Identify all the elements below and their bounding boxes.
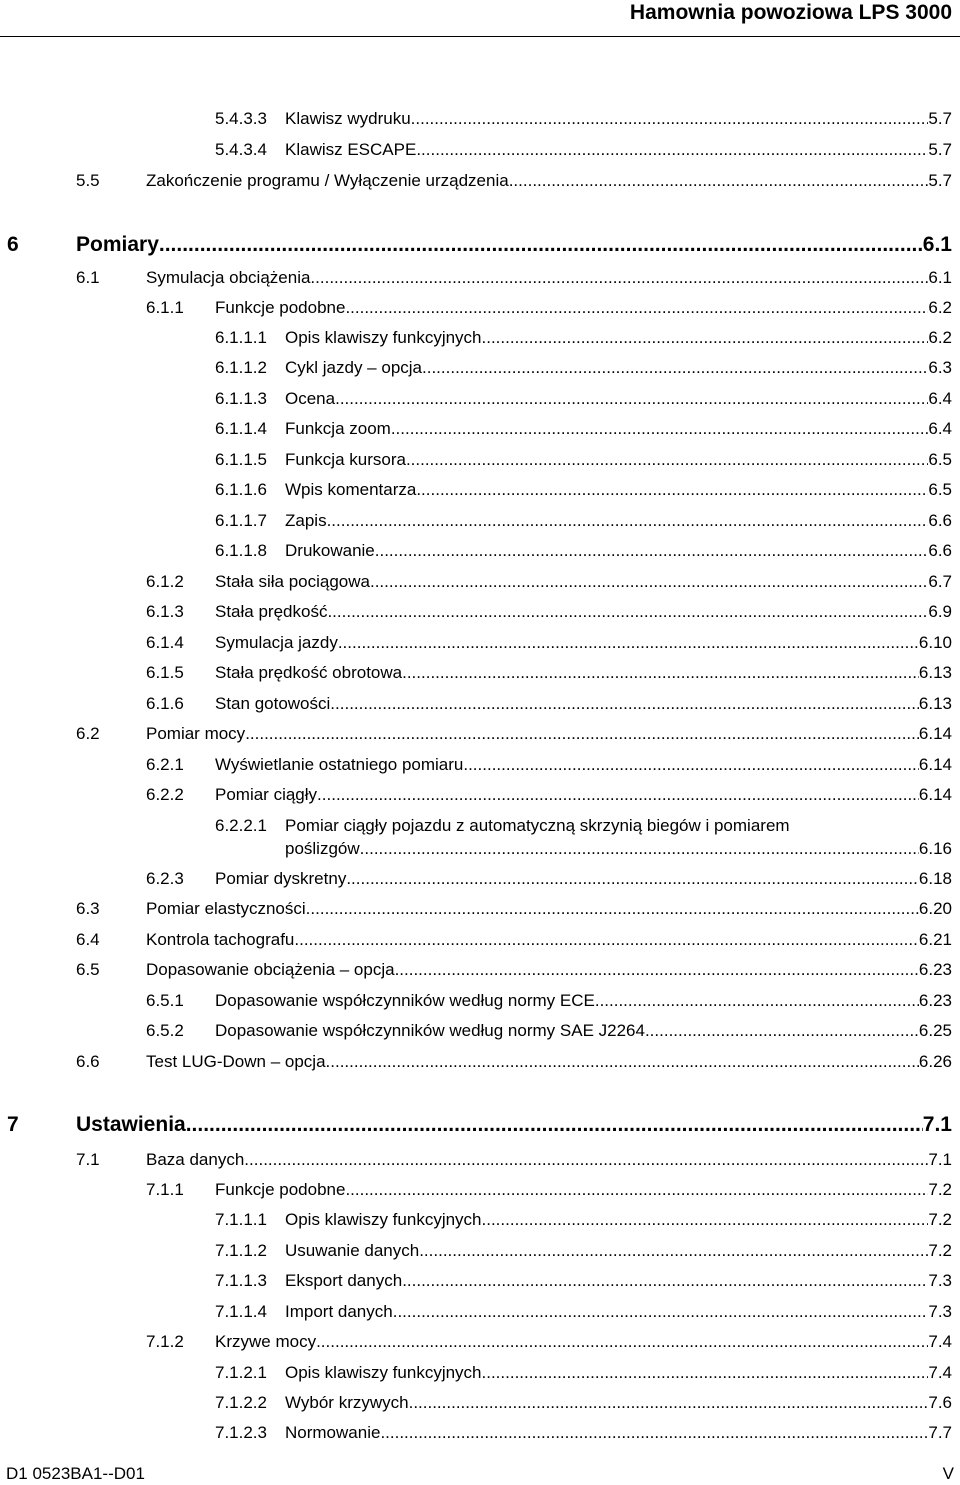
toc-entry	[146, 990, 952, 1012]
toc-dot-leader	[327, 510, 929, 532]
toc-dot-leader	[391, 418, 929, 440]
toc-entry	[215, 540, 952, 562]
toc-entry-label: Funkcje podobne	[215, 1180, 346, 1199]
toc-entry-number: 6.4	[76, 930, 100, 949]
toc-entry-label: Funkcje podobne	[215, 298, 346, 317]
toc-entry	[146, 601, 952, 623]
toc-entry	[215, 327, 952, 349]
toc-entry	[146, 693, 952, 715]
toc-entry-page: 6.2	[928, 328, 952, 347]
toc-entry-label: Pomiar ciągły	[215, 785, 318, 804]
toc-entry-page: 5.7	[928, 140, 952, 159]
toc-entry-page: 6.1	[922, 233, 952, 256]
toc-entry-number: 6.1.1.5	[215, 450, 267, 469]
toc-entry	[146, 571, 952, 593]
toc-entry	[76, 267, 952, 289]
toc-entry-page: 6.9	[928, 602, 952, 621]
toc-entry-page: 6.6	[928, 541, 952, 560]
toc-chapter-entry	[7, 1112, 952, 1138]
toc-entry-label: Dopasowanie obciążenia – opcja	[146, 960, 395, 979]
toc-dot-leader	[406, 449, 928, 471]
toc-entry-number: 6.2.2.1	[215, 816, 267, 835]
toc-entry-label: Stała prędkość obrotowa	[215, 663, 403, 682]
toc-dot-leader	[375, 540, 929, 562]
toc-entry-number: 6.1.1.3	[215, 389, 267, 408]
toc-entry	[76, 170, 952, 192]
toc-entry-page: 6.2	[928, 298, 952, 317]
footer-page-number: V	[942, 1464, 954, 1483]
toc-entry	[146, 662, 952, 684]
toc-entry	[215, 388, 952, 410]
toc-entry-number: 6.1.1.6	[215, 480, 267, 499]
toc-entry-label: Normowanie	[285, 1423, 381, 1442]
toc-entry-label: Ustawienia	[76, 1113, 186, 1136]
toc-entry	[215, 815, 952, 861]
toc-entry-label: Drukowanie	[285, 541, 375, 560]
toc-entry-label: Krzywe mocy	[215, 1332, 317, 1351]
toc-entry-number: 6.2.1	[146, 755, 184, 774]
toc-dot-leader	[330, 693, 919, 715]
toc-entry-number: 6.1	[76, 268, 100, 287]
toc-entry-page: 6.3	[928, 358, 952, 377]
toc-dot-leader	[482, 1362, 929, 1384]
toc-dot-leader	[402, 1270, 928, 1292]
toc-dot-leader	[294, 929, 919, 951]
toc-entry	[76, 929, 952, 951]
toc-entry-number: 6.1.1.2	[215, 358, 267, 377]
toc-entry-number: 6	[7, 233, 19, 256]
toc-entry-page: 6.16	[918, 839, 952, 858]
toc-dot-leader	[463, 754, 919, 776]
toc-entry-page: 6.13	[918, 663, 952, 682]
toc-entry	[146, 1179, 952, 1201]
document-header-title: Hamownia powoziowa LPS 3000	[629, 1, 952, 24]
toc-entry-label: Funkcja zoom	[285, 419, 391, 438]
toc-entry-page: 6.18	[918, 869, 952, 888]
toc-entry-page: 7.4	[928, 1332, 952, 1351]
toc-entry-label: Cykl jazdy – opcja	[285, 358, 423, 377]
toc-dot-leader	[419, 1240, 928, 1262]
toc-entry-label: Eksport danych	[285, 1271, 403, 1290]
toc-dot-leader	[159, 232, 923, 258]
toc-entry-label: Wybór krzywych	[285, 1393, 409, 1412]
toc-entry-page: 6.14	[918, 785, 952, 804]
toc-entry-page: 6.20	[918, 899, 952, 918]
toc-entry-page: 6.7	[928, 572, 952, 591]
toc-dot-leader	[306, 898, 919, 920]
toc-entry-page: 6.5	[928, 480, 952, 499]
toc-entry	[215, 1301, 952, 1323]
toc-dot-leader	[335, 388, 928, 410]
toc-entry-page: 6.23	[918, 960, 952, 979]
toc-entry-label: Symulacja obciążenia	[146, 268, 311, 287]
toc-entry-number: 6.5.2	[146, 1021, 184, 1040]
toc-entry-number: 6.3	[76, 899, 100, 918]
toc-dot-leader	[422, 357, 928, 379]
toc-entry	[215, 510, 952, 532]
toc-entry-label: Ocena	[285, 389, 336, 408]
toc-entry-number: 7.1.2.1	[215, 1363, 267, 1382]
toc-dot-leader	[482, 1209, 929, 1231]
toc-entry-page: 7.2	[928, 1180, 952, 1199]
toc-entry-label: Pomiar elastyczności	[146, 899, 306, 918]
toc-dot-leader	[416, 139, 928, 161]
toc-dot-leader	[310, 267, 928, 289]
toc-entry-number: 6.2.3	[146, 869, 184, 888]
toc-entry-number: 7.1.1.3	[215, 1271, 267, 1290]
toc-entry-number: 6.1.6	[146, 694, 184, 713]
toc-dot-leader	[645, 1020, 919, 1042]
toc-entry-label: Pomiar ciągły pojazdu z automatyczną skrzynią biegów i pomiarem	[285, 816, 790, 835]
toc-chapter-entry	[7, 232, 952, 258]
toc-dot-leader	[345, 1179, 928, 1201]
toc-entry-page: 5.7	[928, 171, 952, 190]
toc-entry-number: 6.1.1	[146, 298, 184, 317]
toc-entry-number: 7.1.2	[146, 1332, 184, 1351]
toc-dot-leader	[245, 723, 919, 745]
toc-entry-number: 6.1.1.4	[215, 419, 267, 438]
toc-entry-page: 6.14	[918, 755, 952, 774]
toc-entry-page: 6.4	[928, 389, 952, 408]
toc-entry	[215, 418, 952, 440]
toc-entry-label: Zakończenie programu / Wyłączenie urządzenia	[146, 171, 509, 190]
toc-entry-label: Kontrola tachografu	[146, 930, 295, 949]
toc-dot-leader	[346, 868, 919, 890]
toc-dot-leader	[370, 571, 928, 593]
toc-entry-page: 7.1	[922, 1113, 952, 1136]
toc-entry	[215, 1362, 952, 1384]
toc-entry-number: 7.1.2.2	[215, 1393, 267, 1412]
toc-entry-number: 6.1.1.1	[215, 328, 267, 347]
toc-entry-page: 7.7	[928, 1423, 952, 1442]
toc-dot-leader	[509, 170, 929, 192]
toc-entry-label: Opis klawiszy funkcyjnych	[285, 1210, 482, 1229]
toc-dot-leader	[338, 632, 919, 654]
toc-entry	[146, 1020, 952, 1042]
toc-entry-number: 5.4.3.3	[215, 109, 267, 128]
toc-entry-page: 6.14	[918, 724, 952, 743]
toc-dot-leader	[317, 784, 919, 806]
toc-entry-number: 6.1.2	[146, 572, 184, 591]
toc-entry-number: 7.1	[76, 1150, 100, 1169]
toc-entry	[76, 898, 952, 920]
toc-entry-number: 6.1.1.8	[215, 541, 267, 560]
toc-entry-label: Usuwanie danych	[285, 1241, 420, 1260]
toc-entry-page: 7.6	[928, 1393, 952, 1412]
toc-entry	[146, 632, 952, 654]
toc-dot-leader	[345, 297, 928, 319]
toc-entry	[76, 1051, 952, 1073]
toc-entry-number: 7.1.1.1	[215, 1210, 267, 1229]
toc-entry-label: Dopasowanie współczynników według normy ECE	[215, 991, 595, 1010]
toc-entry-label: Opis klawiszy funkcyjnych	[285, 1363, 482, 1382]
toc-entry-number: 6.2.2	[146, 785, 184, 804]
toc-entry	[146, 754, 952, 776]
toc-entry	[76, 959, 952, 981]
toc-dot-leader	[411, 108, 929, 130]
toc-entry-page: 6.1	[928, 268, 952, 287]
footer-document-code: D1 0523BA1--D01	[6, 1464, 145, 1483]
toc-entry	[146, 868, 952, 890]
toc-entry-label: Import danych	[285, 1302, 393, 1321]
toc-entry-label: Zapis	[285, 511, 327, 530]
toc-entry-label: Wpis komentarza	[285, 480, 417, 499]
toc-entry-label: Symulacja jazdy	[215, 633, 338, 652]
toc-entry	[76, 723, 952, 745]
toc-entry-number: 7.1.1.4	[215, 1302, 267, 1321]
toc-entry	[215, 1392, 952, 1414]
toc-entry-label: Klawisz wydruku	[285, 109, 411, 128]
toc-entry-label: Pomiar mocy	[146, 724, 246, 743]
toc-entry-label: Dopasowanie współczynników według normy SAE J2264	[215, 1021, 645, 1040]
toc-dot-leader	[186, 1112, 923, 1138]
toc-entry	[215, 1422, 952, 1444]
toc-entry-page: 7.3	[928, 1271, 952, 1290]
toc-dot-leader	[327, 601, 928, 623]
toc-entry-label: Stała prędkość	[215, 602, 328, 621]
toc-dot-leader	[360, 838, 919, 860]
toc-entry-number: 6.1.3	[146, 602, 184, 621]
toc-entry-label: Pomiary	[76, 233, 159, 256]
toc-entry-label: Test LUG-Down – opcja	[146, 1052, 326, 1071]
toc-dot-leader	[402, 662, 919, 684]
toc-entry-label: Baza danych	[146, 1150, 245, 1169]
toc-entry	[215, 139, 952, 161]
toc-dot-leader	[244, 1149, 928, 1171]
toc-dot-leader	[482, 327, 929, 349]
toc-entry-label: Funkcja kursora	[285, 450, 406, 469]
toc-entry-page: 6.10	[918, 633, 952, 652]
toc-entry	[76, 1149, 952, 1171]
toc-dot-leader	[595, 990, 919, 1012]
toc-entry-label: Klawisz ESCAPE	[285, 140, 417, 159]
toc-entry	[146, 297, 952, 319]
toc-entry	[215, 1270, 952, 1292]
toc-entry-page: 7.2	[928, 1210, 952, 1229]
toc-entry-page: 6.25	[918, 1021, 952, 1040]
toc-entry-page: 7.1	[928, 1150, 952, 1169]
toc-entry-page: 6.5	[928, 450, 952, 469]
toc-entry	[215, 449, 952, 471]
toc-dot-leader	[380, 1422, 928, 1444]
toc-entry-number: 7.1.1.2	[215, 1241, 267, 1260]
toc-entry	[146, 784, 952, 806]
toc-entry-number: 6.5	[76, 960, 100, 979]
toc-entry-number: 6.2	[76, 724, 100, 743]
toc-entry-number: 7.1.2.3	[215, 1423, 267, 1442]
toc-entry-page: 7.2	[928, 1241, 952, 1260]
toc-entry-page: 6.6	[928, 511, 952, 530]
toc-entry-label: Stała siła pociągowa	[215, 572, 370, 591]
toc-entry	[215, 1209, 952, 1231]
toc-dot-leader	[395, 959, 919, 981]
toc-entry-label: Wyświetlanie ostatniego pomiaru	[215, 755, 464, 774]
toc-entry-page: 6.4	[928, 419, 952, 438]
toc-entry-page: 6.23	[918, 991, 952, 1010]
toc-entry-label: Opis klawiszy funkcyjnych	[285, 328, 482, 347]
toc-entry	[215, 1240, 952, 1262]
toc-entry-number: 6.1.1.7	[215, 511, 267, 530]
toc-entry-page: 7.3	[928, 1302, 952, 1321]
toc-entry	[215, 108, 952, 130]
toc-entry-number: 6.5.1	[146, 991, 184, 1010]
toc-dot-leader	[393, 1301, 929, 1323]
toc-dot-leader	[326, 1051, 919, 1073]
toc-entry-number: 5.5	[76, 171, 100, 190]
toc-entry-label: Stan gotowości	[215, 694, 331, 713]
toc-entry	[215, 479, 952, 501]
toc-entry	[215, 357, 952, 379]
toc-entry-page: 6.21	[918, 930, 952, 949]
toc-entry-page: 7.4	[928, 1363, 952, 1382]
toc-entry-page: 5.7	[928, 109, 952, 128]
toc-entry	[146, 1331, 952, 1353]
toc-dot-leader	[409, 1392, 929, 1414]
toc-entry-page: 6.26	[918, 1052, 952, 1071]
toc-entry-number: 6.1.4	[146, 633, 184, 652]
toc-entry-number: 7	[7, 1113, 19, 1136]
toc-entry-page: 6.13	[918, 694, 952, 713]
toc-entry-number: 7.1.1	[146, 1180, 184, 1199]
toc-dot-leader	[316, 1331, 928, 1353]
toc-entry-label-continuation: poślizgów	[285, 839, 360, 858]
toc-entry-label: Pomiar dyskretny	[215, 869, 347, 888]
toc-entry-number: 6.6	[76, 1052, 100, 1071]
toc-entry-number: 6.1.5	[146, 663, 184, 682]
toc-entry-number: 5.4.3.4	[215, 140, 267, 159]
toc-dot-leader	[416, 479, 928, 501]
